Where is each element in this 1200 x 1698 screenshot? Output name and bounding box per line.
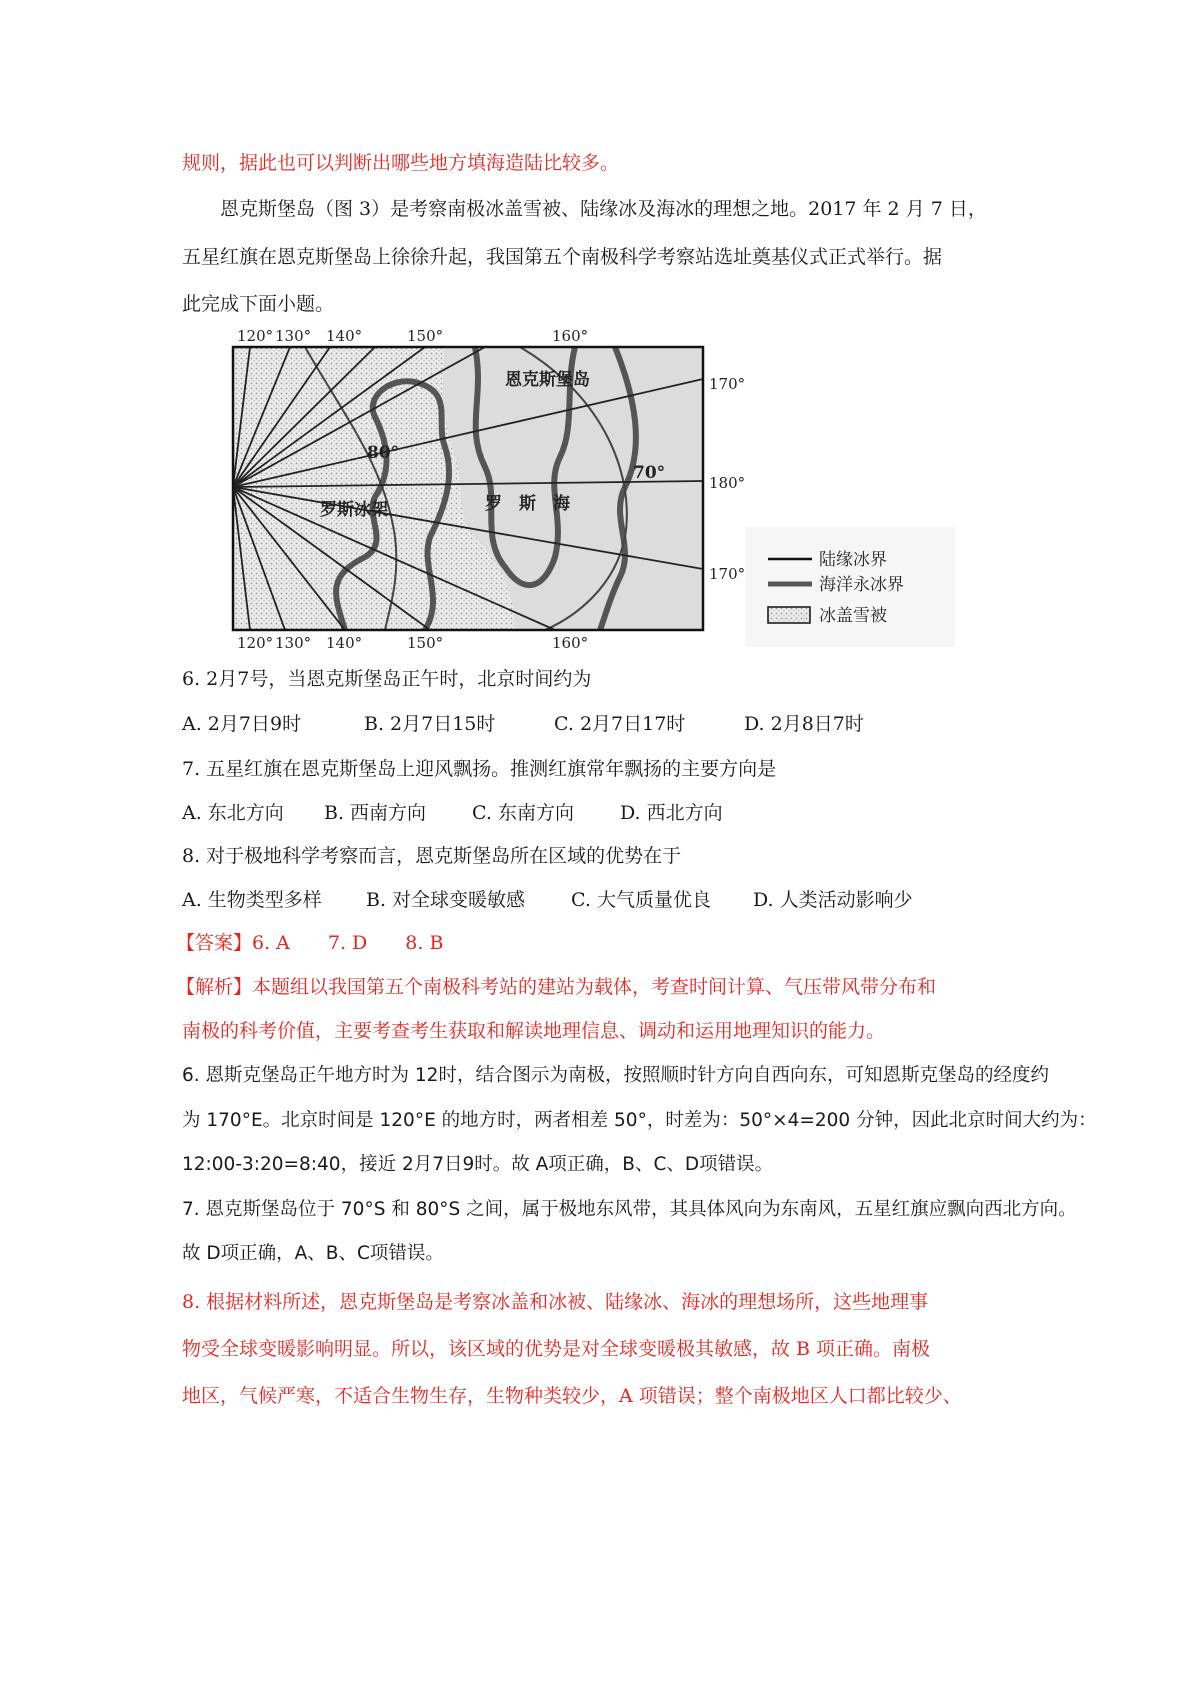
analysis-line-2: 南极的科考价值，主要考查考生获取和解读地理信息、调动和运用地理知识的能力。 [182, 1020, 886, 1042]
bottom-lon-label: 130° [275, 634, 312, 652]
option: B. 2月7日15时 [364, 713, 496, 735]
right-lon-label: 180° [709, 474, 746, 492]
question-6-stem: 6. 2月7号，当恩克斯堡岛正午时，北京时间约为 [182, 668, 592, 690]
option: D. 2月8日7时 [744, 713, 864, 735]
option: D. 西北方向 [620, 802, 723, 824]
explain-8-line-3: 地区，气候严寒，不适合生物生存，生物种类较少，A 项错误；整个南极地区人口都比较少、 [182, 1385, 962, 1407]
explain-6-line-3: 12:00-3:20=8:40，接近 2月7日9时。故 A项正确，B、C、D项错误。 [182, 1154, 774, 1175]
legend-item: 陆缘冰界 [819, 550, 887, 570]
bottom-lon-label: 140° [326, 634, 363, 652]
top-lon-label: 140° [326, 327, 363, 345]
top-lon-label: 130° [275, 327, 312, 345]
legend-item: 海洋永冰界 [819, 575, 904, 595]
option: A. 生物类型多样 [182, 889, 322, 911]
place-ice-shelf: 罗斯冰架 [320, 500, 388, 520]
stem-line-1: 恩克斯堡岛（图 3）是考察南极冰盖雪被、陆缘冰及海冰的理想之地。2017 年 2 月 7 日， [220, 198, 987, 220]
explain-7-line-1: 7. 恩克斯堡岛位于 70°S 和 80°S 之间，属于极地东风带，其具体风向为东南风，五星红旗应飘向西北方向。 [182, 1199, 1077, 1220]
option: B. 西南方向 [324, 802, 427, 824]
option: B. 对全球变暖敏感 [366, 889, 526, 911]
bottom-lon-label: 120° [237, 634, 274, 652]
explain-6-line-2: 为 170°E。北京时间是 120°E 的地方时，两者相差 50°，时差为：50°×4=200 分钟，因此北京时间大约为： [182, 1110, 1097, 1131]
intro-tail: 规则，据此也可以判断出哪些地方填海造陆比较多。 [182, 152, 620, 174]
option: A. 2月7日9时 [182, 713, 302, 735]
explain-7-line-2: 故 D项正确，A、B、C项错误。 [182, 1243, 444, 1264]
top-lon-label: 120° [237, 327, 274, 345]
right-lon-label: 170° [709, 565, 746, 583]
question-6-options [182, 711, 864, 737]
explain-8-line-2: 物受全球变暖影响明显。所以，该区域的优势是对全球变暖极其敏感，故 B 项正确。南极 [182, 1338, 931, 1360]
right-lon-label: 170° [709, 375, 746, 393]
bottom-lon-label: 160° [552, 634, 589, 652]
question-8-stem: 8. 对于极地科学考察而言，恩克斯堡岛所在区域的优势在于 [182, 845, 682, 867]
analysis-line-1: 【解析】本题组以我国第五个南极科考站的建站为载体，考查时间计算、气压带风带分布和 [176, 976, 937, 998]
stem-line-3: 此完成下面小题。 [182, 293, 335, 315]
option: C. 大气质量优良 [571, 889, 711, 911]
map-figure [215, 327, 1045, 713]
option: D. 人类活动影响少 [753, 889, 913, 911]
top-lon-label: 150° [407, 327, 444, 345]
option: C. 东南方向 [472, 802, 574, 824]
top-lon-label: 160° [552, 327, 589, 345]
lat-label-80: 80° [367, 443, 400, 463]
option: C. 2月7日17时 [554, 713, 686, 735]
question-7-options [182, 800, 723, 826]
lat-label-70: 70° [633, 463, 666, 483]
answer-line: 【答案】6. A 7. D 8. B [176, 932, 444, 954]
question-7-stem: 7. 五星红旗在恩克斯堡岛上迎风飘扬。推测红旗常年飘扬的主要方向是 [182, 758, 777, 780]
explain-8-line-1: 8. 根据材料所述，恩克斯堡岛是考察冰盖和冰被、陆缘冰、海冰的理想场所，这些地理事 [182, 1291, 929, 1313]
ross-sea-map [215, 327, 1045, 713]
place-island: 恩克斯堡岛 [505, 370, 590, 390]
bottom-lon-label: 150° [407, 634, 444, 652]
question-8-options [182, 887, 913, 913]
place-sea: 罗 斯 海 [485, 494, 570, 514]
legend-item: 冰盖雪被 [819, 606, 887, 626]
stem-line-2: 五星红旗在恩克斯堡岛上徐徐升起，我国第五个南极科学考察站选址奠基仪式正式举行。据 [182, 246, 943, 268]
explain-6-line-1: 6. 恩斯克堡岛正午地方时为 12时，结合图示为南极，按照顺时针方向自西向东，可知恩斯克堡岛的经度约 [182, 1065, 1049, 1086]
legend-swatch-ice [768, 607, 810, 623]
option: A. 东北方向 [182, 802, 284, 824]
